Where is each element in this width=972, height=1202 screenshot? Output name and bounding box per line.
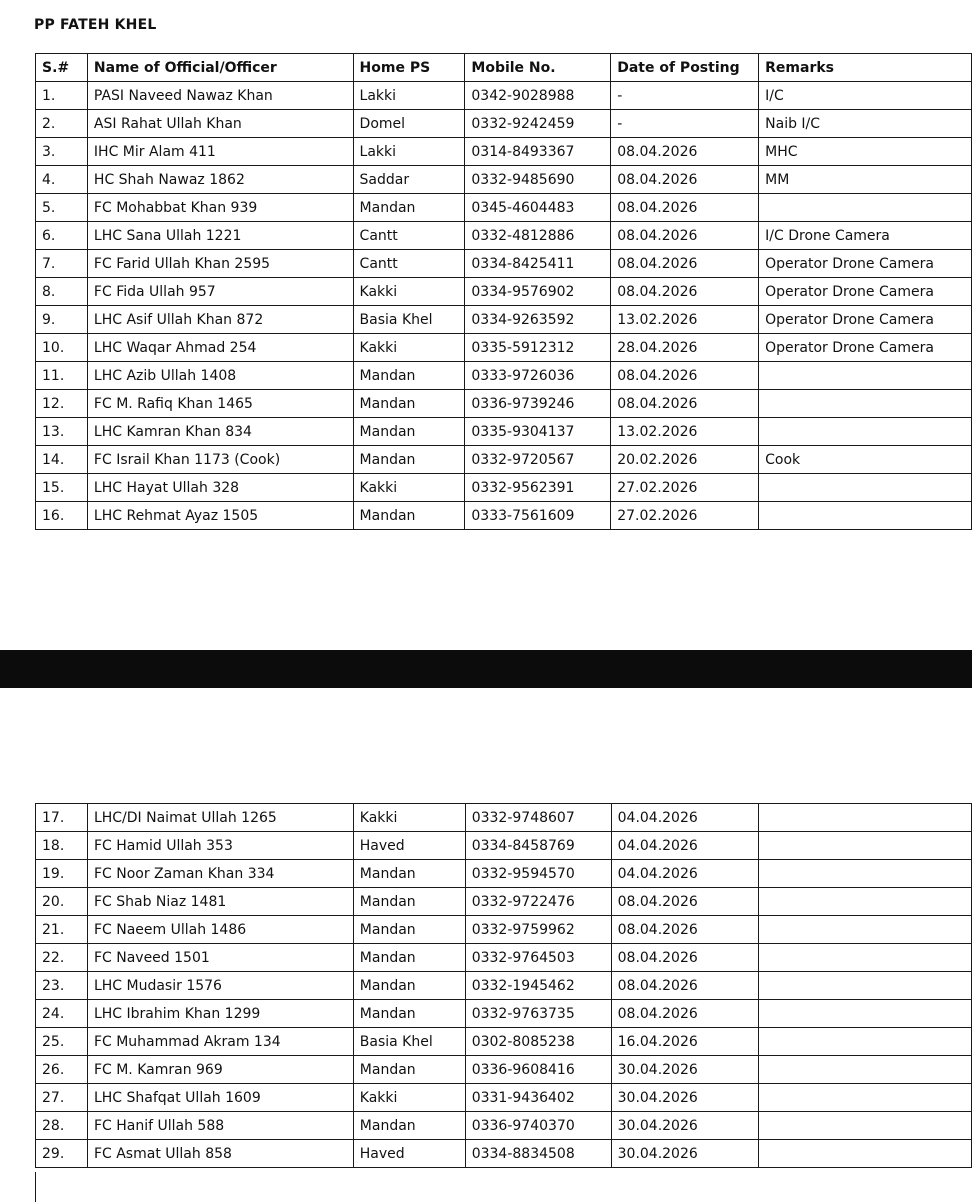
- cell-serial-number: 27.: [36, 1084, 88, 1112]
- cell-home-ps: Haved: [353, 832, 465, 860]
- table-row: [36, 1000, 972, 1028]
- cell-date-of-posting: 04.04.2026: [611, 832, 759, 860]
- cell-name: ASI Rahat Ullah Khan: [87, 110, 353, 138]
- cell-serial-number: 8.: [36, 278, 88, 306]
- cell-mobile: 0336-9739246: [465, 390, 611, 418]
- cell-date-of-posting: 08.04.2026: [611, 1000, 759, 1028]
- header-date-of-posting: Date of Posting: [611, 54, 759, 82]
- table-row: [36, 1028, 972, 1056]
- document-heading: PP FATEH KHEL: [34, 17, 157, 33]
- cell-remarks: [759, 888, 972, 916]
- cell-mobile: 0335-9304137: [465, 418, 611, 446]
- cell-home-ps: Cantt: [353, 222, 465, 250]
- cell-serial-number: 9.: [36, 306, 88, 334]
- cell-mobile: 0332-9594570: [465, 860, 611, 888]
- cell-mobile: 0332-9242459: [465, 110, 611, 138]
- table-row: [36, 362, 972, 390]
- cell-home-ps: Lakki: [353, 82, 465, 110]
- cell-serial-number: 6.: [36, 222, 88, 250]
- cell-date-of-posting: 30.04.2026: [611, 1112, 759, 1140]
- cell-date-of-posting: 30.04.2026: [611, 1140, 759, 1168]
- cell-name: FC Asmat Ullah 858: [87, 1140, 353, 1168]
- table-row: [36, 166, 972, 194]
- cell-serial-number: 11.: [36, 362, 88, 390]
- cell-date-of-posting: 08.04.2026: [611, 194, 759, 222]
- table-row: [36, 1084, 972, 1112]
- cell-mobile: 0332-9562391: [465, 474, 611, 502]
- table-row: [36, 832, 972, 860]
- cell-remarks: [759, 1000, 972, 1028]
- cell-remarks: [759, 1028, 972, 1056]
- staff-roster-table-page-1: [35, 53, 972, 530]
- cell-date-of-posting: 08.04.2026: [611, 166, 759, 194]
- cell-serial-number: 19.: [36, 860, 88, 888]
- cell-remarks: MHC: [759, 138, 972, 166]
- cell-name: LHC Rehmat Ayaz 1505: [87, 502, 353, 530]
- cell-mobile: 0332-9759962: [465, 916, 611, 944]
- cell-home-ps: Kakki: [353, 278, 465, 306]
- cell-serial-number: 14.: [36, 446, 88, 474]
- cell-mobile: 0332-1945462: [465, 972, 611, 1000]
- cell-home-ps: Kakki: [353, 804, 465, 832]
- cell-date-of-posting: 08.04.2026: [611, 138, 759, 166]
- staff-roster-table-page-2: [35, 803, 972, 1168]
- cell-home-ps: Mandan: [353, 944, 465, 972]
- table-header-row: [36, 54, 972, 82]
- cell-name: PASI Naveed Nawaz Khan: [87, 82, 353, 110]
- table-row: [36, 446, 972, 474]
- cell-date-of-posting: 08.04.2026: [611, 944, 759, 972]
- cell-name: LHC Ibrahim Khan 1299: [87, 1000, 353, 1028]
- page-divider-bar: [0, 650, 972, 688]
- table-row: [36, 944, 972, 972]
- cell-home-ps: Mandan: [353, 916, 465, 944]
- cell-mobile: 0332-9748607: [465, 804, 611, 832]
- cell-name: LHC Sana Ullah 1221: [87, 222, 353, 250]
- cell-name: FC Mohabbat Khan 939: [87, 194, 353, 222]
- cell-serial-number: 3.: [36, 138, 88, 166]
- cell-home-ps: Mandan: [353, 194, 465, 222]
- cell-date-of-posting: 13.02.2026: [611, 306, 759, 334]
- cell-name: LHC Azib Ullah 1408: [87, 362, 353, 390]
- table-row: [36, 860, 972, 888]
- cell-date-of-posting: -: [611, 110, 759, 138]
- cell-name: LHC Hayat Ullah 328: [87, 474, 353, 502]
- cell-mobile: 0334-9263592: [465, 306, 611, 334]
- cell-remarks: Operator Drone Camera: [759, 306, 972, 334]
- header-remarks: Remarks: [759, 54, 972, 82]
- cell-serial-number: 16.: [36, 502, 88, 530]
- cell-home-ps: Lakki: [353, 138, 465, 166]
- cell-home-ps: Saddar: [353, 166, 465, 194]
- cell-name: FC Naveed 1501: [87, 944, 353, 972]
- cell-serial-number: 26.: [36, 1056, 88, 1084]
- cell-date-of-posting: 27.02.2026: [611, 474, 759, 502]
- cell-mobile: 0332-9763735: [465, 1000, 611, 1028]
- cell-mobile: 0334-8458769: [465, 832, 611, 860]
- cell-date-of-posting: 04.04.2026: [611, 804, 759, 832]
- cell-home-ps: Mandan: [353, 1000, 465, 1028]
- cell-date-of-posting: 13.02.2026: [611, 418, 759, 446]
- cell-home-ps: Domel: [353, 110, 465, 138]
- cell-mobile: 0332-9764503: [465, 944, 611, 972]
- cell-mobile: 0333-9726036: [465, 362, 611, 390]
- cell-serial-number: 13.: [36, 418, 88, 446]
- cell-home-ps: Basia Khel: [353, 306, 465, 334]
- header-serial-number: S.#: [36, 54, 88, 82]
- table-row: [36, 502, 972, 530]
- cell-name: HC Shah Nawaz 1862: [87, 166, 353, 194]
- cell-home-ps: Cantt: [353, 250, 465, 278]
- cell-date-of-posting: 08.04.2026: [611, 972, 759, 1000]
- cell-remarks: Operator Drone Camera: [759, 278, 972, 306]
- cell-name: LHC Shafqat Ullah 1609: [87, 1084, 353, 1112]
- table-row: [36, 222, 972, 250]
- cell-serial-number: 23.: [36, 972, 88, 1000]
- cell-remarks: [759, 860, 972, 888]
- cell-name: FC M. Rafiq Khan 1465: [87, 390, 353, 418]
- table-row: [36, 110, 972, 138]
- cell-remarks: [759, 1112, 972, 1140]
- table-row: [36, 278, 972, 306]
- cell-name: IHC Mir Alam 411: [87, 138, 353, 166]
- cell-remarks: [759, 1084, 972, 1112]
- cell-serial-number: 21.: [36, 916, 88, 944]
- cell-date-of-posting: 08.04.2026: [611, 362, 759, 390]
- cell-home-ps: Kakki: [353, 1084, 465, 1112]
- cell-date-of-posting: 08.04.2026: [611, 390, 759, 418]
- cell-remarks: Naib I/C: [759, 110, 972, 138]
- cell-serial-number: 18.: [36, 832, 88, 860]
- header-home-ps: Home PS: [353, 54, 465, 82]
- cell-remarks: [759, 502, 972, 530]
- cell-remarks: [759, 804, 972, 832]
- cell-date-of-posting: 04.04.2026: [611, 860, 759, 888]
- table-row: [36, 474, 972, 502]
- cell-remarks: Cook: [759, 446, 972, 474]
- cell-date-of-posting: 30.04.2026: [611, 1056, 759, 1084]
- cell-home-ps: Mandan: [353, 418, 465, 446]
- cell-name: FC Shab Niaz 1481: [87, 888, 353, 916]
- cell-home-ps: Mandan: [353, 446, 465, 474]
- cell-serial-number: 2.: [36, 110, 88, 138]
- cell-remarks: [759, 1056, 972, 1084]
- cell-remarks: I/C Drone Camera: [759, 222, 972, 250]
- cell-mobile: 0332-9722476: [465, 888, 611, 916]
- cell-mobile: 0345-4604483: [465, 194, 611, 222]
- cell-mobile: 0331-9436402: [465, 1084, 611, 1112]
- table-row: [36, 916, 972, 944]
- cell-name: FC Hanif Ullah 588: [87, 1112, 353, 1140]
- table-continuation-edge: [35, 1172, 972, 1202]
- table-row: [36, 138, 972, 166]
- cell-mobile: 0332-9720567: [465, 446, 611, 474]
- cell-date-of-posting: 08.04.2026: [611, 250, 759, 278]
- cell-serial-number: 7.: [36, 250, 88, 278]
- cell-serial-number: 10.: [36, 334, 88, 362]
- table-row: [36, 888, 972, 916]
- cell-remarks: [759, 474, 972, 502]
- table-row: [36, 82, 972, 110]
- cell-remarks: Operator Drone Camera: [759, 250, 972, 278]
- cell-mobile: 0336-9740370: [465, 1112, 611, 1140]
- cell-home-ps: Mandan: [353, 362, 465, 390]
- cell-mobile: 0335-5912312: [465, 334, 611, 362]
- cell-serial-number: 15.: [36, 474, 88, 502]
- cell-home-ps: Mandan: [353, 390, 465, 418]
- cell-home-ps: Mandan: [353, 1112, 465, 1140]
- cell-name: FC M. Kamran 969: [87, 1056, 353, 1084]
- table-row: [36, 250, 972, 278]
- cell-mobile: 0332-9485690: [465, 166, 611, 194]
- cell-remarks: Operator Drone Camera: [759, 334, 972, 362]
- cell-remarks: [759, 362, 972, 390]
- cell-home-ps: Kakki: [353, 474, 465, 502]
- cell-remarks: MM: [759, 166, 972, 194]
- table-row: [36, 972, 972, 1000]
- table-row: [36, 804, 972, 832]
- cell-name: FC Fida Ullah 957: [87, 278, 353, 306]
- cell-mobile: 0334-9576902: [465, 278, 611, 306]
- table-row: [36, 306, 972, 334]
- cell-name: LHC/DI Naimat Ullah 1265: [87, 804, 353, 832]
- cell-name: FC Muhammad Akram 134: [87, 1028, 353, 1056]
- cell-date-of-posting: 30.04.2026: [611, 1084, 759, 1112]
- table-row: [36, 1140, 972, 1168]
- cell-name: LHC Asif Ullah Khan 872: [87, 306, 353, 334]
- table-row: [36, 1112, 972, 1140]
- cell-date-of-posting: 08.04.2026: [611, 916, 759, 944]
- cell-mobile: 0336-9608416: [465, 1056, 611, 1084]
- cell-name: LHC Waqar Ahmad 254: [87, 334, 353, 362]
- cell-home-ps: Basia Khel: [353, 1028, 465, 1056]
- cell-date-of-posting: -: [611, 82, 759, 110]
- cell-serial-number: 28.: [36, 1112, 88, 1140]
- cell-remarks: [759, 832, 972, 860]
- cell-name: LHC Kamran Khan 834: [87, 418, 353, 446]
- cell-name: FC Noor Zaman Khan 334: [87, 860, 353, 888]
- cell-serial-number: 20.: [36, 888, 88, 916]
- cell-serial-number: 12.: [36, 390, 88, 418]
- cell-date-of-posting: 08.04.2026: [611, 222, 759, 250]
- cell-mobile: 0302-8085238: [465, 1028, 611, 1056]
- cell-home-ps: Mandan: [353, 1056, 465, 1084]
- cell-remarks: [759, 972, 972, 1000]
- header-mobile: Mobile No.: [465, 54, 611, 82]
- cell-serial-number: 29.: [36, 1140, 88, 1168]
- table-row: [36, 418, 972, 446]
- table-row: [36, 390, 972, 418]
- cell-remarks: [759, 418, 972, 446]
- cell-name: LHC Mudasir 1576: [87, 972, 353, 1000]
- cell-remarks: [759, 1140, 972, 1168]
- cell-mobile: 0333-7561609: [465, 502, 611, 530]
- table-row: [36, 194, 972, 222]
- cell-serial-number: 24.: [36, 1000, 88, 1028]
- cell-home-ps: Mandan: [353, 502, 465, 530]
- cell-serial-number: 4.: [36, 166, 88, 194]
- cell-name: FC Israil Khan 1173 (Cook): [87, 446, 353, 474]
- cell-name: FC Naeem Ullah 1486: [87, 916, 353, 944]
- cell-serial-number: 5.: [36, 194, 88, 222]
- cell-home-ps: Mandan: [353, 888, 465, 916]
- cell-serial-number: 17.: [36, 804, 88, 832]
- cell-date-of-posting: 27.02.2026: [611, 502, 759, 530]
- cell-mobile: 0342-9028988: [465, 82, 611, 110]
- cell-date-of-posting: 20.02.2026: [611, 446, 759, 474]
- cell-remarks: [759, 194, 972, 222]
- cell-home-ps: Mandan: [353, 860, 465, 888]
- cell-remarks: [759, 916, 972, 944]
- cell-name: FC Hamid Ullah 353: [87, 832, 353, 860]
- header-name: Name of Official/Officer: [87, 54, 353, 82]
- cell-serial-number: 1.: [36, 82, 88, 110]
- cell-date-of-posting: 16.04.2026: [611, 1028, 759, 1056]
- cell-remarks: [759, 944, 972, 972]
- cell-serial-number: 25.: [36, 1028, 88, 1056]
- cell-name: FC Farid Ullah Khan 2595: [87, 250, 353, 278]
- cell-date-of-posting: 08.04.2026: [611, 278, 759, 306]
- cell-mobile: 0334-8425411: [465, 250, 611, 278]
- table-row: [36, 334, 972, 362]
- cell-remarks: I/C: [759, 82, 972, 110]
- cell-date-of-posting: 28.04.2026: [611, 334, 759, 362]
- cell-home-ps: Kakki: [353, 334, 465, 362]
- table-row: [36, 1056, 972, 1084]
- cell-date-of-posting: 08.04.2026: [611, 888, 759, 916]
- cell-mobile: 0334-8834508: [465, 1140, 611, 1168]
- cell-mobile: 0332-4812886: [465, 222, 611, 250]
- cell-mobile: 0314-8493367: [465, 138, 611, 166]
- cell-home-ps: Haved: [353, 1140, 465, 1168]
- cell-home-ps: Mandan: [353, 972, 465, 1000]
- cell-serial-number: 22.: [36, 944, 88, 972]
- cell-remarks: [759, 390, 972, 418]
